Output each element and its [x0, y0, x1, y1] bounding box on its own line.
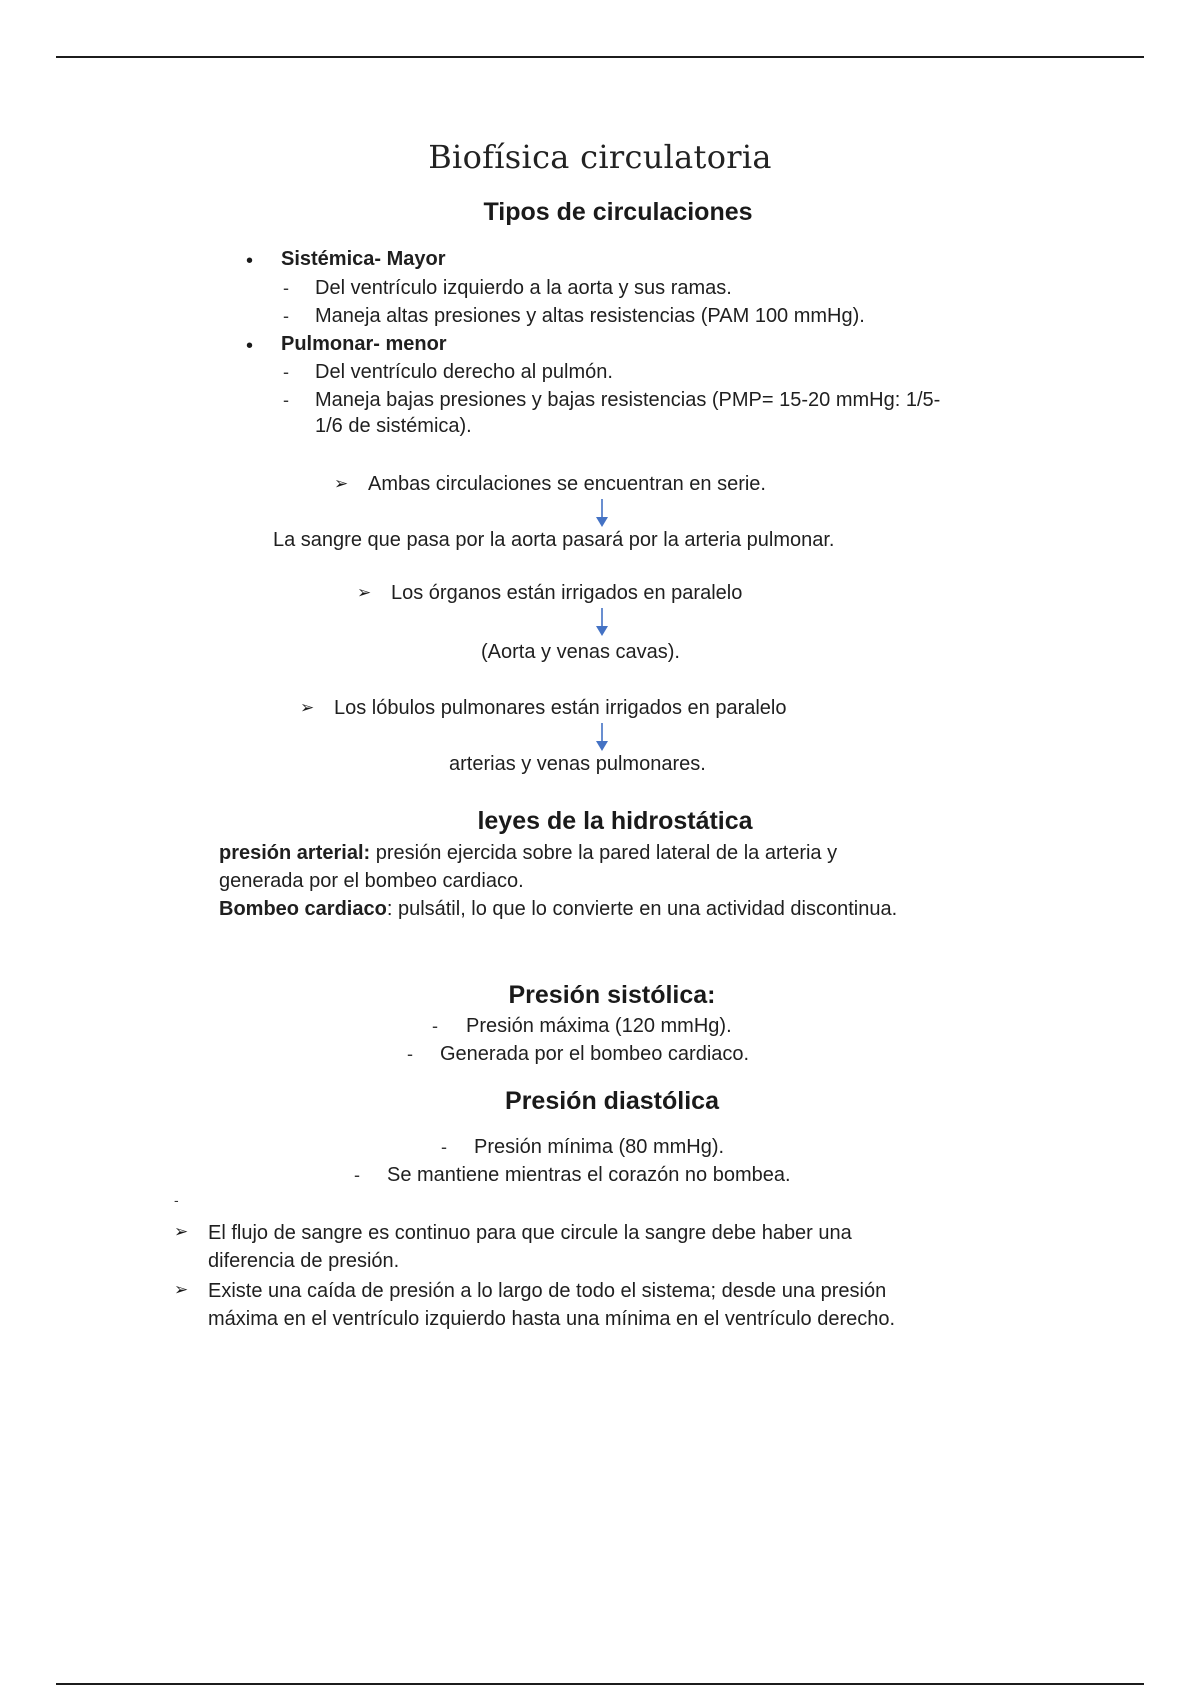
arrow-bullet-icon: ➢	[174, 1280, 189, 1299]
dash-icon: -	[354, 1165, 360, 1185]
sub-item: Del ventrículo izquierdo a la aorta y sus ramas.	[315, 277, 732, 299]
stray-dash: -	[174, 1192, 179, 1208]
diastolic-item: Se mantiene mientras el corazón no bombea.	[387, 1164, 791, 1186]
flow-result: arterias y venas pulmonares.	[449, 753, 706, 775]
systolic-item: Presión máxima (120 mmHg).	[466, 1015, 732, 1037]
diastolic-item: Presión mínima (80 mmHg).	[474, 1136, 725, 1158]
dash-icon: -	[283, 306, 289, 326]
term: presión arterial:	[219, 842, 371, 864]
sub-item: Del ventrículo derecho al pulmón.	[315, 361, 613, 383]
arrow-bullet-icon: ➢	[300, 698, 315, 717]
document-title: Biofísica circulatoria	[428, 138, 772, 176]
definition-text: presión ejercida sobre la pared lateral de la arteria y	[370, 842, 838, 864]
conclusion-text: diferencia de presión.	[208, 1250, 400, 1272]
dash-icon: -	[283, 362, 289, 382]
flow-statement: Ambas circulaciones se encuentran en serie.	[368, 473, 766, 495]
definition-text: generada por el bombeo cardiaco.	[219, 870, 524, 892]
dash-icon: -	[283, 278, 289, 298]
flow-statement: Los órganos están irrigados en paralelo	[391, 582, 743, 604]
footer-rule	[56, 1683, 1144, 1685]
conclusion-text: máxima en el ventrículo izquierdo hasta una mínima en el ventrículo derecho.	[208, 1308, 896, 1330]
flow-result: (Aorta y venas cavas).	[481, 641, 680, 663]
sub-item: Maneja altas presiones y altas resistencias (PAM 100 mmHg).	[315, 305, 865, 327]
dash-icon: -	[407, 1044, 413, 1064]
sub-item: Maneja bajas presiones y bajas resistencias (PMP= 15-20 mmHg: 1/5-	[315, 389, 941, 411]
header-rule	[56, 56, 1144, 58]
definition-presion-arterial	[219, 839, 837, 895]
section-heading-hidrostatica: leyes de la hidrostática	[477, 807, 753, 835]
sub-item-continuation: 1/6 de sistémica).	[315, 415, 472, 437]
conclusion-text: Existe una caída de presión a lo largo de todo el sistema; desde una presión	[208, 1280, 887, 1302]
systolic-item: Generada por el bombeo cardiaco.	[440, 1043, 750, 1065]
dash-icon: -	[283, 390, 289, 410]
section-heading-diastolica: Presión diastólica	[505, 1087, 719, 1115]
section-heading-sistolica: Presión sistólica:	[508, 981, 716, 1009]
bullet-icon: •	[246, 335, 254, 357]
down-arrow-icon	[594, 608, 610, 638]
dash-icon: -	[441, 1137, 447, 1157]
arrow-bullet-icon: ➢	[334, 474, 349, 493]
definition-bombeo-cardiaco	[219, 895, 897, 923]
conclusion-text: El flujo de sangre es continuo para que circule la sangre debe haber una	[208, 1222, 852, 1244]
term: Bombeo cardiaco	[219, 898, 387, 920]
section-heading-tipos: Tipos de circulaciones	[483, 198, 753, 226]
conclusion-item	[208, 1277, 1016, 1333]
item-label-pulmonar: Pulmonar- menor	[281, 333, 447, 355]
dash-icon: -	[432, 1016, 438, 1036]
down-arrow-icon	[594, 723, 610, 753]
arrow-bullet-icon: ➢	[357, 583, 372, 602]
flow-statement: Los lóbulos pulmonares están irrigados en paralelo	[334, 697, 787, 719]
bullet-icon: •	[246, 250, 254, 272]
arrow-bullet-icon: ➢	[174, 1222, 189, 1241]
item-label-sistemica: Sistémica- Mayor	[281, 248, 446, 270]
conclusion-item	[208, 1219, 1016, 1275]
flow-result: La sangre que pasa por la aorta pasará por la arteria pulmonar.	[273, 529, 835, 551]
down-arrow-icon	[594, 499, 610, 529]
definition-text: : pulsátil, lo que lo convierte en una actividad discontinua.	[386, 898, 898, 920]
